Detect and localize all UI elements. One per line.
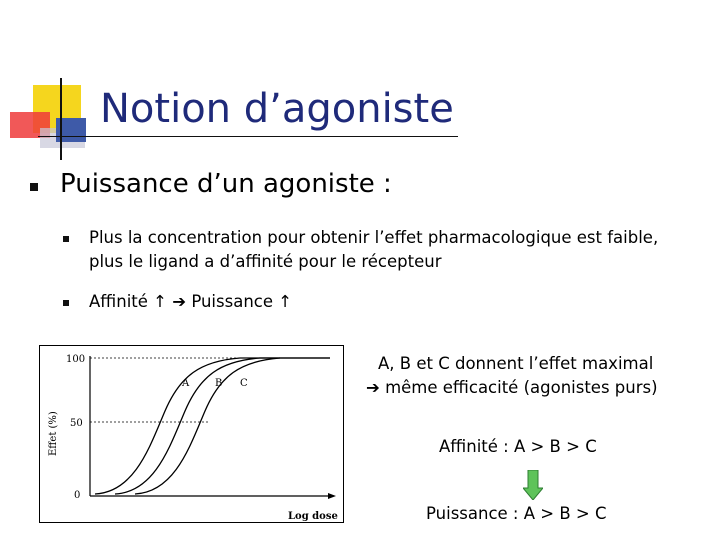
x-axis-label: Log dose: [288, 511, 338, 522]
right-arrow-icon: ➔: [366, 378, 380, 397]
bullet-1-line-1: Plus la concentration pour obtenir l’effet pharmacologique est faible,: [89, 228, 659, 247]
y-tick-0: 0: [74, 490, 81, 501]
up-arrow-icon: ↑: [278, 292, 293, 311]
note-efficacy: même efficacité (agonistes purs): [385, 378, 658, 397]
dose-response-svg: [40, 346, 343, 522]
affinity-word: Affinité: [89, 292, 148, 311]
curve-label-b: B: [215, 378, 223, 389]
section-heading: Puissance d’un agoniste :: [60, 169, 392, 199]
bullet-square-icon: [63, 300, 69, 306]
bullet-1-text: [89, 226, 658, 274]
logo-vertical-line: [60, 78, 62, 160]
y-axis-label: Effet (%): [48, 411, 59, 456]
bullet-1-line-2: plus le ligand a d’affinité pour le récepteur: [89, 252, 442, 271]
dose-response-graph: [39, 345, 344, 523]
curve-label-a: A: [182, 378, 190, 389]
bullet-2-text: [89, 292, 292, 311]
potency-word: Puissance: [191, 292, 273, 311]
note-max-effect: A, B et C donnent l’effet maximal: [378, 354, 654, 373]
bullet-square-icon: [63, 236, 69, 242]
right-arrow-icon: ➔: [172, 292, 187, 311]
curve-a: [95, 358, 330, 494]
note-efficacy-line: [366, 378, 658, 397]
y-tick-50: 50: [70, 418, 83, 429]
note-potency-order: Puissance : A > B > C: [426, 504, 607, 523]
note-affinity-order: Affinité : A > B > C: [439, 437, 597, 456]
curve-label-c: C: [240, 378, 248, 389]
bullet-square-icon: [30, 183, 38, 191]
up-arrow-icon: ↑: [153, 292, 167, 311]
curve-c: [135, 358, 280, 494]
down-arrow-icon: [523, 470, 543, 500]
y-tick-100: 100: [66, 354, 86, 365]
curve-b: [115, 358, 330, 494]
slide-title: Notion d’agoniste: [100, 86, 454, 132]
title-underline: [38, 136, 458, 137]
